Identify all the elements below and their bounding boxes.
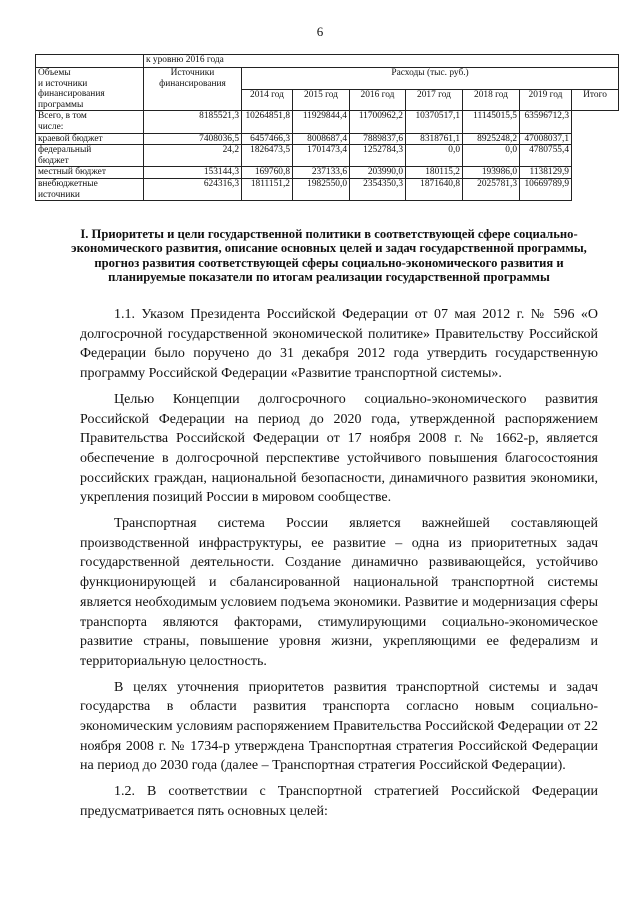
table-row [36,55,619,68]
value-cell: 624316,3 [144,178,242,200]
expenses-header: Расходы (тыс. руб.) [242,68,619,90]
source-cell: краевой бюджет [36,133,144,145]
year-header: 2014 год [242,89,293,111]
value-cell: 180115,2 [406,167,463,179]
source-cell: местный бюджет [36,167,144,179]
value-cell: 10370517,1 [406,111,463,133]
body-text [80,305,598,828]
value-cell: 193986,0 [463,167,520,179]
value-cell: 7889837,6 [350,133,406,145]
source-cell: внебюджетные источники [36,178,144,200]
year-header: Итого [572,89,619,111]
value-cell: 1252784,3 [350,145,406,167]
financing-table [35,54,619,201]
value-cell: 1811151,2 [242,178,293,200]
value-cell: 4780755,4 [520,145,572,167]
value-cell: 8008687,4 [293,133,350,145]
value-cell: 8925248,2 [463,133,520,145]
value-cell: 1701473,4 [293,145,350,167]
table-row [36,133,619,145]
value-cell: 0,0 [463,145,520,167]
value-cell: 6457466,3 [242,133,293,145]
value-cell: 11700962,2 [350,111,406,133]
value-cell: 1982550,0 [293,178,350,200]
paragraph: 1.2. В соответствии с Транспортной стратегией Российской Федерации предусматривается пять основных целей: [80,784,598,819]
value-cell: 1871640,8 [406,178,463,200]
sources-header: Источники финансирования [144,68,242,111]
year-header: 2017 год [406,89,463,111]
table-row [36,178,619,200]
value-cell: 10264851,8 [242,111,293,133]
table-row [36,167,619,179]
value-cell: 7408036,5 [144,133,242,145]
value-cell: 24,2 [144,145,242,167]
table-row [36,145,619,167]
value-cell: 47008037,1 [520,133,572,145]
value-cell: 2354350,3 [350,178,406,200]
paragraph: Целью Концепции долгосрочного социально-экономического развития Российской Федерации на период до 2020 года, утвержденной распоряжением Правительства Российской Федерации от 17 ноября 2008 г. № 1662-р, является обеспечение в долгосрочной перспективе устойчивого повышения благосостояния российских граждан, национальной безопасности, динамичного развития экономики, укрепления позиций России в мировом сообществе. [80,391,598,506]
source-cell: федеральный бюджет [36,145,144,167]
table-cell [36,55,144,68]
value-cell: 8185521,3 [144,111,242,133]
value-cell: 169760,8 [242,167,293,179]
value-cell: 2025781,3 [463,178,520,200]
paragraph: 1.1. Указом Президента Российской Федерации от 07 мая 2012 г. № 596 «О долгосрочной государственной экономической политике» Правительству Российской Федерации было поручено до 31 декабря 2012 года утвердить государственную программу Российской Федерации «Развитие транспортной системы». [80,307,598,382]
value-cell: 203990,0 [350,167,406,179]
table-top-cell: к уровню 2016 года [144,55,619,68]
value-cell: 10669789,9 [520,178,572,200]
value-cell: 11929844,4 [293,111,350,133]
year-header: 2015 год [293,89,350,111]
page-number: 6 [316,24,324,39]
value-cell: 1138129,9 [520,167,572,179]
table-row [36,68,619,90]
value-cell: 1826473,5 [242,145,293,167]
value-cell: 11145015,5 [463,111,520,133]
value-cell: 63596712,3 [520,111,572,133]
year-header: 2019 год [520,89,572,111]
paragraph: Транспортная система России является важнейшей составляющей производственной инфраструктуры, ее развитие – одна из приоритетных задач государственной деятельности. Создание динамично развивающейся, устойчиво функционирующей и сбалансированной национальной транспортной системы является необходимым условием подъема экономики. Развитие и модернизация сферы транспорта являются факторами, стимулирующими социально-экономическое развитие страны, повышение уровня жизни, укрепляющими ее федерализм и территориальную целостность. [80,516,599,669]
table-row [36,111,619,133]
value-cell: 237133,6 [293,167,350,179]
financing-label: Объемы и источники финансирования программы [36,68,144,111]
year-header: 2016 год [350,89,406,111]
year-header: 2018 год [463,89,520,111]
value-cell: 0,0 [406,145,463,167]
value-cell: 8318761,1 [406,133,463,145]
paragraph: В целях уточнения приоритетов развития транспортной системы и задач государства в области развития транспорта согласно новым социально-экономическим условиям распоряжением Правительства Российской Федерации от 22 ноября 2008 г. № 1734-р утверждена Транспортная стратегия Российской Федерации на период до 2030 года (далее – Транспортная стратегия Российской Федерации). [80,679,598,774]
value-cell: 153144,3 [144,167,242,179]
source-cell: Всего, в том числе: [36,111,144,133]
section-heading: I. Приоритеты и цели государственной политики в соответствующей сфере социально-экономического развития, описание основных целей и задач государственной программы, прогноз развития соответствующей сферы социально-экономического развития и планируемые показатели по итогам реализации государственной программы [71,227,587,285]
